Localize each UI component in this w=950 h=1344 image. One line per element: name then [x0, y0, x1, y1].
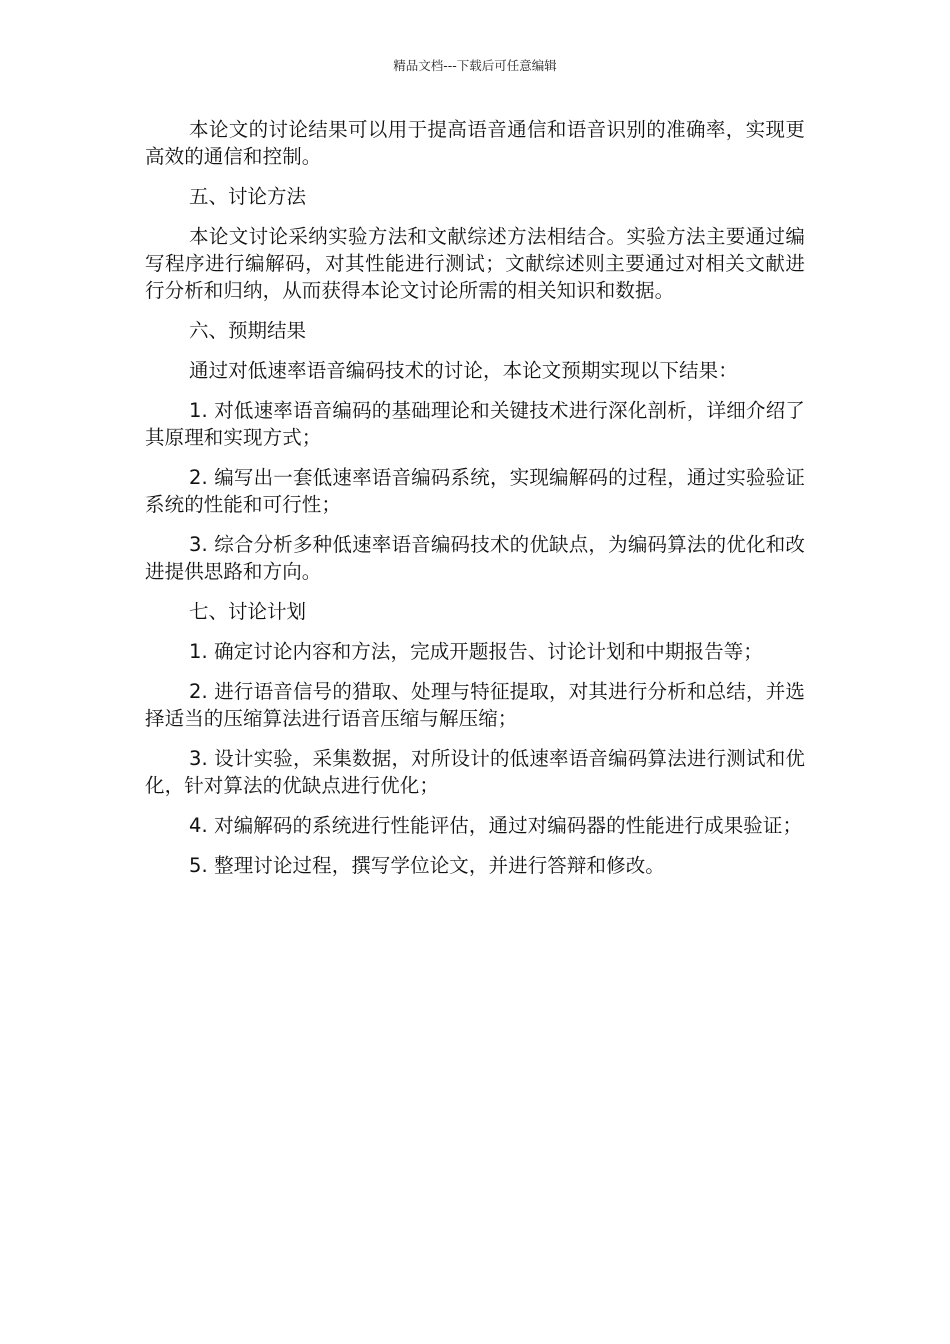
paragraph-expected-intro: 通过对低速率语音编码技术的讨论，本论文预期实现以下结果：: [189, 359, 738, 382]
section-heading-methods: 五、讨论方法: [189, 185, 307, 208]
expected-result-item-3: 3. 综合分析多种低速率语音编码技术的优缺点，为编码算法的优化和改进提供思路和方向。: [145, 533, 805, 583]
paragraph-results-usage: 本论文的讨论结果可以用于提高语音通信和语音识别的准确率，实现更高效的通信和控制。: [145, 118, 805, 168]
expected-result-item-1: 1. 对低速率语音编码的基础理论和关键技术进行深化剖析，详细介绍了其原理和实现方式；: [145, 399, 805, 449]
plan-item-4: 4. 对编解码的系统进行性能评估，通过对编码器的性能进行成果验证；: [189, 814, 803, 837]
section-heading-expected-results: 六、预期结果: [189, 319, 307, 342]
plan-item-3: 3. 设计实验，采集数据，对所设计的低速率语音编码算法进行测试和优化，针对算法的优缺点进行优化；: [145, 747, 805, 797]
plan-item-2: 2. 进行语音信号的猎取、处理与特征提取，对其进行分析和总结，并选择适当的压缩算法进行语音压缩与解压缩；: [145, 680, 805, 730]
plan-item-5: 5. 整理讨论过程，撰写学位论文，并进行答辩和修改。: [189, 854, 665, 877]
document-body: [145, 116, 805, 892]
paragraph-methods: 本论文讨论采纳实验方法和文献综述方法相结合。实验方法主要通过编写程序进行编解码，对其性能进行测试；文献综述则主要通过对相关文献进行分析和归纳，从而获得本论文讨论所需的相关知识和数据。: [145, 225, 805, 302]
plan-item-1: 1. 确定讨论内容和方法，完成开题报告、讨论计划和中期报告等；: [189, 640, 763, 663]
section-heading-plan: 七、讨论计划: [189, 600, 307, 623]
page-header: 精品文档---下载后可任意编辑: [393, 58, 557, 73]
expected-result-item-2: 2. 编写出一套低速率语音编码系统，实现编解码的过程，通过实验验证系统的性能和可行性；: [145, 466, 805, 516]
